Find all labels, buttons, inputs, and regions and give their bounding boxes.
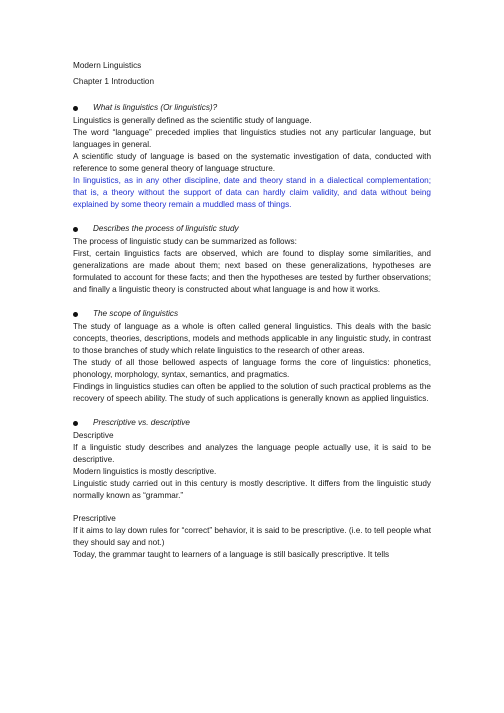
section-heading	[73, 308, 431, 320]
bullet-icon	[73, 312, 78, 317]
subheading-prescriptive: Prescriptive	[73, 514, 116, 523]
subheading-descriptive: Descriptive	[73, 431, 114, 440]
paragraph: Linguistic study carried out in this century is mostly descriptive. It differs from the linguistic study normally known as “grammar.”	[73, 479, 431, 500]
bullet-icon	[73, 227, 78, 232]
bullet-icon	[73, 421, 78, 426]
section-heading-text: What is linguistics (Or linguistics)?	[93, 103, 218, 112]
paragraph: If it aims to lay down rules for “correct” behavior, it is said to be prescriptive. (i.e. to tell people what they should say and not.)	[73, 526, 431, 547]
section-heading	[73, 102, 431, 114]
paragraph: Linguistics is generally defined as the scientific study of language.	[73, 116, 312, 125]
paragraph: The study of language as a whole is often called general linguistics. This deals with the basic concepts, theories, descriptions, models and methods applicable in any linguistic study, in contrast to those branches of study which relate linguistics to the research of other areas.	[73, 322, 431, 355]
chapter-title: Chapter 1 Introduction	[73, 77, 155, 86]
paragraph: The word “language” preceded implies that linguistics studies not any particular language, but languages in general.	[73, 128, 431, 149]
paragraph: The study of all those bellowed aspects of language forms the core of linguistics: phonetics, phonology, morphology, syntax, semantics, and pragmatics.	[73, 358, 431, 379]
paragraph: Findings in linguistics studies can often be applied to the solution of such practical problems as the recovery of speech ability. The study of such applications is generally known as applied linguistics.	[73, 382, 431, 403]
section-heading-text: Describes the process of linguistic study	[93, 224, 239, 233]
paragraph: First, certain linguistics facts are observed, which are found to display some similarities, and generalizations are made about them; next based on these generalizations, hypotheses are formulated to account for these facts; and then the hypotheses are tested by further observations; and finally a linguistic theory is constructed about what language is and how it works.	[73, 249, 431, 294]
document-title: Modern Linguistics	[73, 61, 142, 70]
paragraph: If a linguistic study describes and analyzes the language people actually use, it is said to be descriptive.	[73, 443, 431, 464]
section-heading	[73, 223, 431, 235]
highlighted-paragraph: In linguistics, as in any other discipline, date and theory stand in a dialectical complementation; that is, a theory without the support of data can hardly claim validity, and data without being explained by some theory remain a muddled mass of things.	[73, 176, 431, 209]
paragraph: Modern linguistics is mostly descriptive.	[73, 467, 217, 476]
paragraph: A scientific study of language is based on the systematic investigation of data, conducted with reference to some general theory of language structure.	[73, 152, 431, 173]
paragraph: Today, the grammar taught to learners of a language is still basically prescriptive. It tells	[73, 550, 390, 559]
paragraph: The process of linguistic study can be summarized as follows:	[73, 237, 297, 246]
section-heading	[73, 417, 431, 429]
page-content	[73, 60, 431, 561]
section-heading-text: The scope of linguistics	[93, 309, 179, 318]
bullet-icon	[73, 106, 78, 111]
section-heading-text: Prescriptive vs. descriptive	[93, 418, 190, 427]
